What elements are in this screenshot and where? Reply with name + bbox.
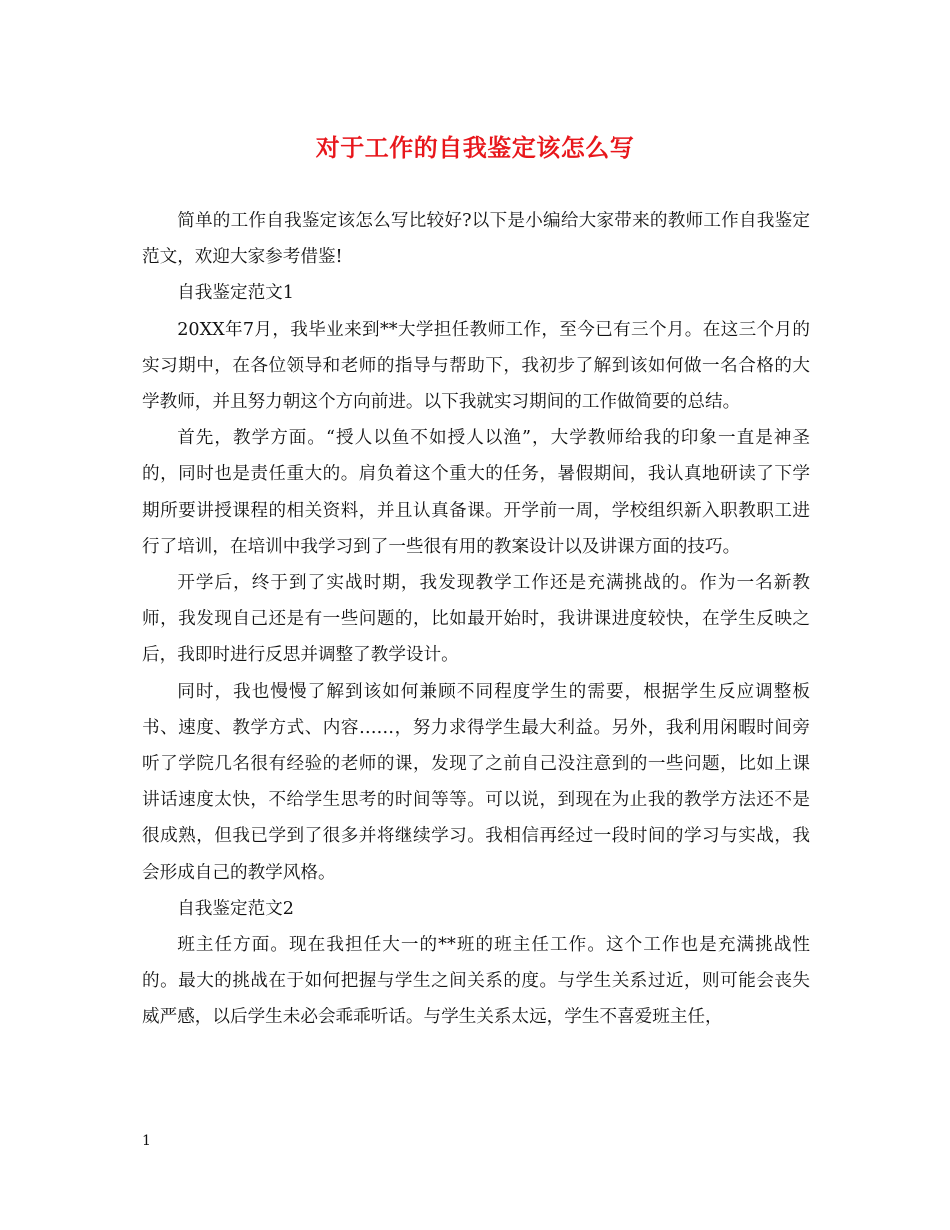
body-paragraph: 首先，教学方面。“授人以鱼不如授人以渔”，大学教师给我的印象一直是神圣的，同时也是责任重大的。肩负着这个重大的任务，暑假期间，我认真地研读了下学期所要讲授课程的相关资料，并且认真备课。开学前一周，学校组织新入职教职工进行了培训，在培训中我学习到了一些很有用的教案设计以及讲课方面的技巧。: [142, 428, 810, 557]
document-title: 对于工作的自我鉴定该怎么写: [315, 133, 635, 162]
body-paragraph: 20XX年7月，我毕业来到**大学担任教师工作，至今已有三个月。在这三个月的实习期中，在各位领导和老师的指导与帮助下，我初步了解到该如何做一名合格的大学教师，并且努力朝这个方向前进。以下我就实习期间的工作做简要的总结。: [142, 319, 810, 413]
page-number: 1: [142, 1133, 151, 1149]
body-paragraph: 同时，我也慢慢了解到该如何兼顾不同程度学生的需要，根据学生反应调整板书、速度、教学方式、内容……，努力求得学生最大利益。另外，我利用闲暇时间旁听了学院几名很有经验的老师的课，发现了之前自己没注意到的一些问题，比如上课讲话速度太快，不给学生思考的时间等等。可以说，到现在为止我的教学方法还不是很成熟，但我已学到了很多并将继续学习。我相信再经过一段时间的学习与实战，我会形成自己的教学风格。: [142, 681, 810, 883]
section-heading-sample-2: 自我鉴定范文2: [177, 898, 294, 919]
body-paragraph: 开学后，终于到了实战时期，我发现教学工作还是充满挑战的。作为一名新教师，我发现自己还是有一些问题的，比如最开始时，我讲课进度较快，在学生反映之后，我即时进行反思并调整了教学设计。: [142, 573, 810, 666]
intro-paragraph: 简单的工作自我鉴定该怎么写比较好?以下是小编给大家带来的教师工作自我鉴定范文，欢迎大家参考借鉴!: [142, 211, 810, 268]
section-heading-sample-1: 自我鉴定范文1: [177, 283, 294, 304]
body-paragraph: 班主任方面。现在我担任大一的**班的班主任工作。这个工作也是充满挑战性的。最大的挑战在于如何把握与学生之间关系的度。与学生关系过近，则可能会丧失威严感，以后学生未必会乖乖听话。与学生关系太远，学生不喜爱班主任，: [142, 935, 810, 1028]
document-body: [142, 203, 810, 1036]
